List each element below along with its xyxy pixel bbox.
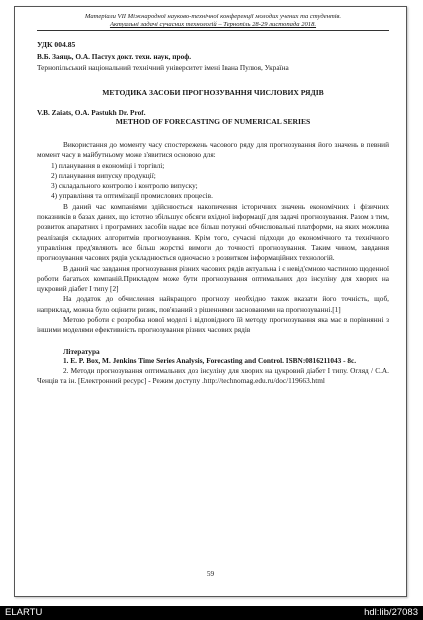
body-paragraph: Метою роботи є розробка нової моделі і відповідного їй методу прогнозування яка має в порівнянні з іншими моделями ефективність прогнозування різних часових рядів xyxy=(37,315,389,335)
title-ukrainian: МЕТОДИКА ЗАСОБИ ПРОГНОЗУВАННЯ ЧИСЛОВИХ РЯДІВ xyxy=(102,88,324,97)
repository-name: ELARTU xyxy=(5,607,43,618)
header-line-2: Актуальні задачі сучасних технологій – Тернопіль 28-29 листопада 2018. xyxy=(109,21,317,28)
article-body xyxy=(37,140,389,336)
authors-ukrainian: В.Б. Заяць, О.А. Пастух докт. техн. наук, проф. xyxy=(37,52,192,61)
body-paragraph: В даний час компаніями здійснюється накопичення історичних значень економічних і фізичних показників в базах даних, що істотно збільшує обсяги вхідної інформації для задачі прогнозування. Разом з тим, розвиток апаратних і програмних засобів надає все більш потужні обчислювальні платформи, на яких можлива реалізація складних алгоритмів прогнозування. Крім того, сучасні підходи до економічного та технічного управління пред'являють все більш жорсткі вимоги до точності прогнозування. Таким чином, завдання прогнозування часових рядів ускладнюється одночасно з розвитком інформаційних технологій. xyxy=(37,201,389,263)
title-english: METHOD OF FORECASTING OF NUMERICAL SERIES xyxy=(115,117,311,126)
handle-identifier: hdl:lib/27083 xyxy=(364,607,418,618)
list-item: 2) планування випуску продукції; xyxy=(51,170,156,180)
header-line-1: Матеріали VІІ Міжнародної науково-технічної конференції молодих учених та студентів. xyxy=(84,13,342,20)
university-affiliation: Тернопільський національний технічний університет імені Івана Пулюя, Україна xyxy=(37,63,289,72)
document-page xyxy=(14,6,407,597)
list-item: 3) складального контролю і контролю випуску; xyxy=(51,181,198,191)
list-item: 1) планування в економіці і торгівлі; xyxy=(51,160,165,170)
udk-code: УДК 004.85 xyxy=(37,40,76,49)
reference-item: 1. E. P. Box, M. Jenkins Time Series Analysis, Forecasting and Control. ISBN:0816211043 - 8c. xyxy=(63,355,357,365)
conference-header xyxy=(37,13,389,31)
body-paragraph: В даний час завдання прогнозування різних часових рядів актуальна і є невід'ємною частиною щоденної роботи багатьох компаній.Прикладом може бути прогнозування оптимальних доз інсуліну для хворих на цукровий діабет I типу [2] xyxy=(37,263,389,294)
body-paragraph: На додаток до обчислення найкращого прогнозу необхідно також вказати його точність, щоб, наприклад, можна було оцінити ризик, пов'язаний з рішеннями заснованими на прогнозуванні.[1] xyxy=(37,294,389,314)
application-list xyxy=(37,161,389,202)
page-content xyxy=(37,13,389,387)
list-item: 4) управління та оптимізації промислових процесів. xyxy=(51,191,213,201)
page-number: 59 xyxy=(206,569,215,578)
authors-english: V.B. Zaiats, O.A. Pastukh Dr. Prof. xyxy=(37,108,146,117)
intro-paragraph: Використання до моменту часу спостережень часового ряду для прогнозування його значень в певний момент часу в майбутньому може з'явитися основою для: xyxy=(37,140,389,160)
references-heading: Література xyxy=(63,346,100,356)
reference-item: 2. Методи прогнозування оптимальних доз інсуліну для хворих на цукровий діабет I типу. Огляд / С.А. Ченців та ін. [Електронний ресурс] - Режим доступу .http://technomag.edu.ru/doc/119663.html xyxy=(37,365,389,386)
repository-footer-bar xyxy=(0,606,423,620)
